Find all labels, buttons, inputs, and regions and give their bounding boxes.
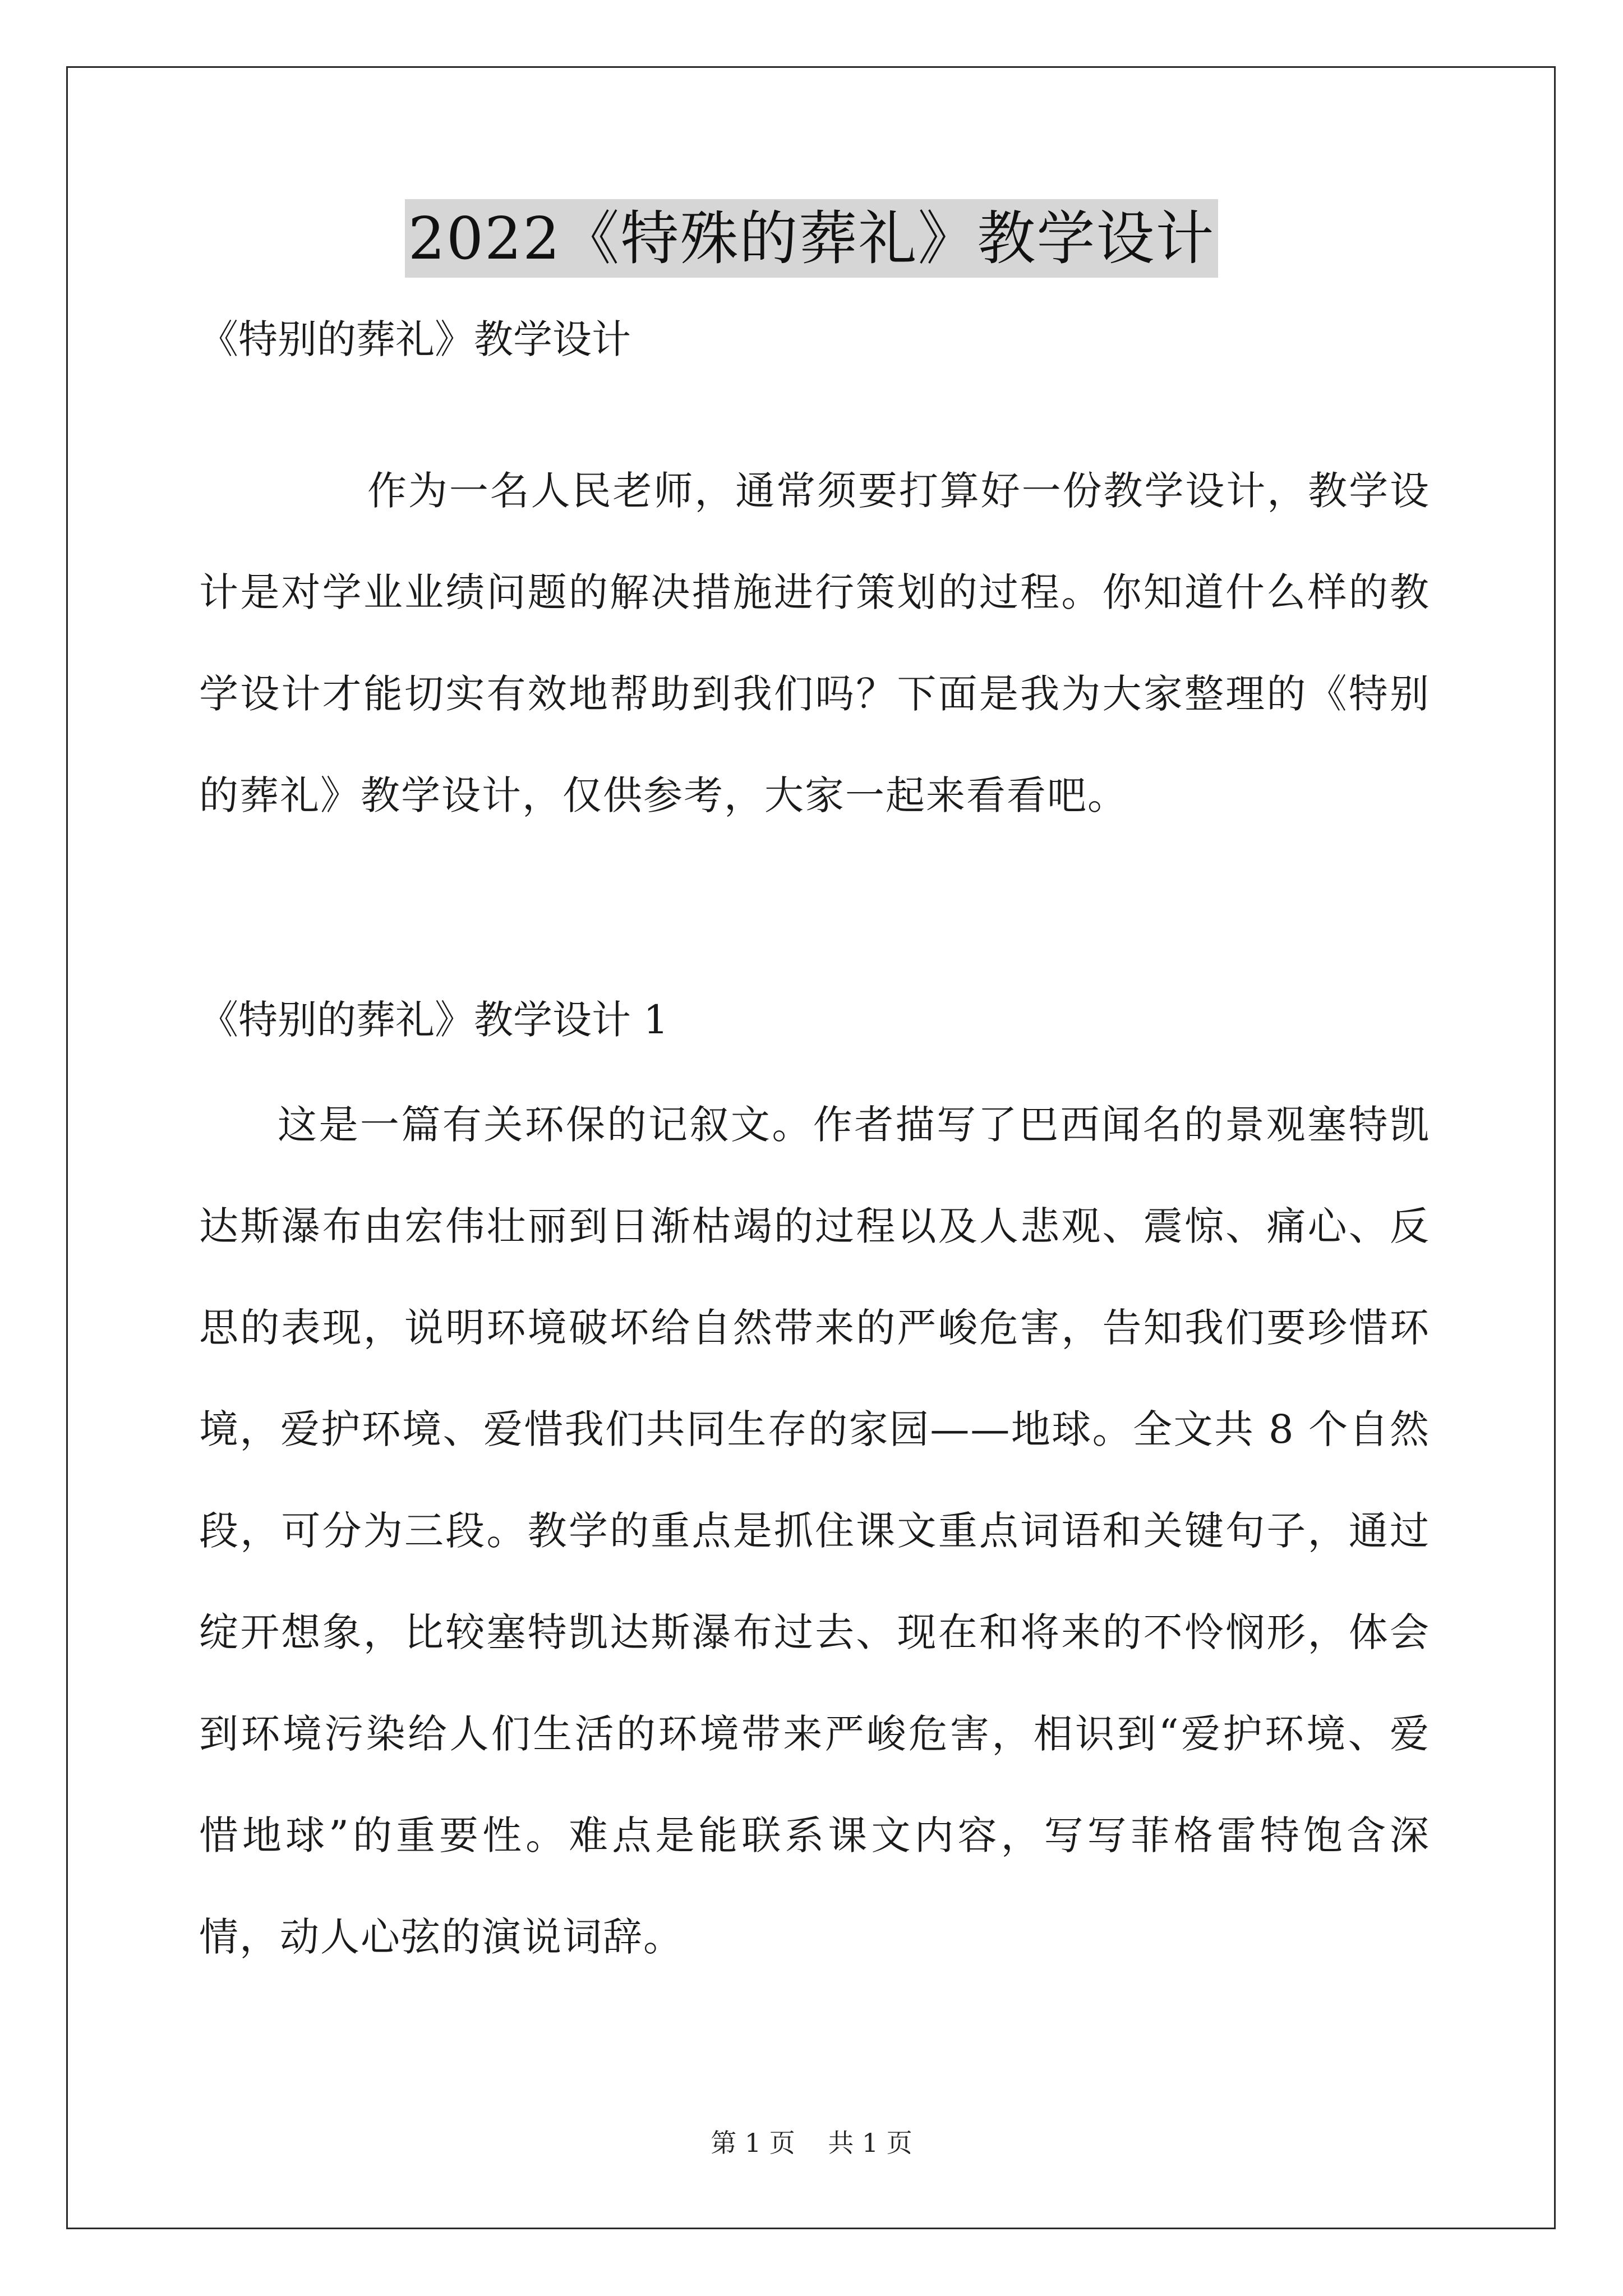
section-paragraph: 这是一篇有关环保的记叙文。作者描写了巴西闻名的景观塞特凯达斯瀑布由宏伟壮丽到日渐枯竭的过程以及人悲观、震惊、痛心、反思的表现，说明环境破坏给自然带来的严峻危害，告知我们要珍惜环境，爱护环境、爱惜我们共同生存的家园——地球。全文共 8 个自然段，可分为三段。教学的重点是抓住课文重点词语和关键句子，通过绽开想象，比较塞特凯达斯瀑布过去、现在和将来的不怜悯形，体会到环境污染给人们生活的环境带来严峻危害，相识到“爱护环境、爱惜地球”的重要性。难点是能联系课文内容，写写菲格雷特饱含深情，动人心弦的演说词辞。 (199, 1102, 1430, 1960)
document-subtitle: 《特别的葬礼》教学设计 (199, 316, 631, 362)
title-container (0, 199, 1623, 278)
document-title: 2022《特殊的葬礼》教学设计 (405, 199, 1219, 278)
page-footer: 第 1 页 共 1 页 (711, 2128, 912, 2158)
intro-paragraph: 作为一名人民老师，通常须要打算好一份教学设计，教学设计是对学业业绩问题的解决措施进行策划的过程。你知道什么样的教学设计才能切实有效地帮助到我们吗？下面是我为大家整理的《特别的葬礼》教学设计，仅供参考，大家一起来看看吧。 (199, 468, 1430, 818)
section-heading: 《特别的葬礼》教学设计 1 (199, 997, 668, 1043)
